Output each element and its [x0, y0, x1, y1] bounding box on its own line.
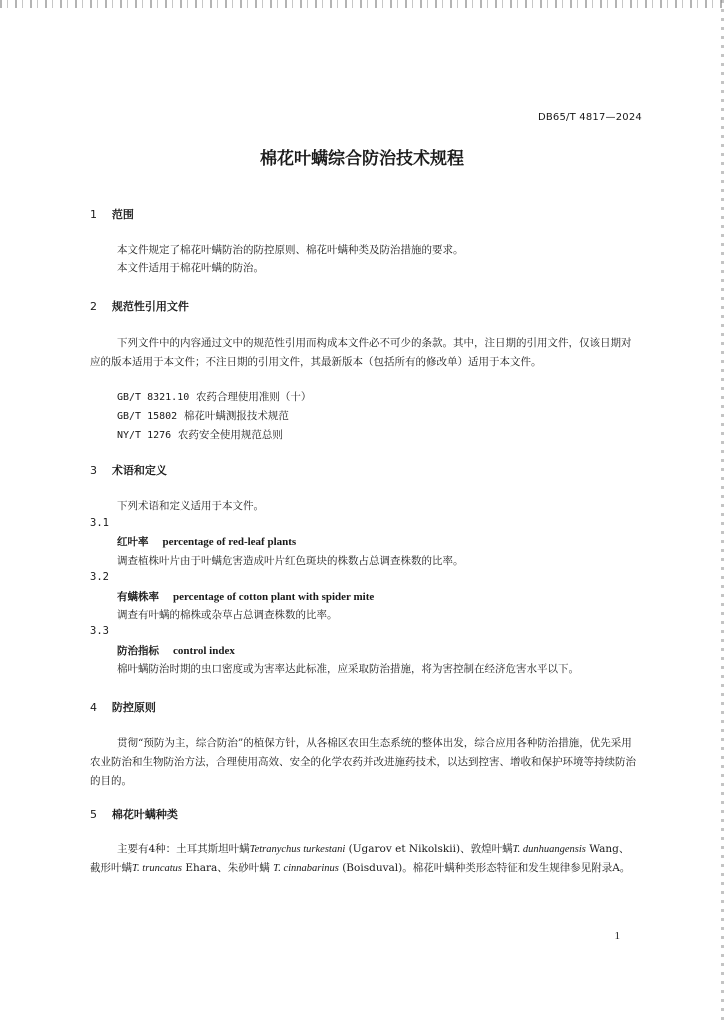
reference-item — [117, 389, 311, 404]
term-heading — [117, 534, 296, 549]
section-3-intro: 下列术语和定义适用于本文件。 — [117, 500, 264, 512]
term-definition: 调查有叶螨的棉株或杂草占总调查株数的比率。 — [117, 609, 338, 621]
term-definition: 调查植株叶片由于叶螨危害造成叶片红色斑块的株数占总调查株数的比率。 — [117, 555, 464, 567]
section-3-heading — [90, 462, 167, 478]
species-authority: Wang、截形叶螨 — [90, 843, 630, 874]
reference-item — [117, 427, 283, 442]
term-heading — [117, 589, 374, 604]
page-number: 1 — [614, 930, 620, 942]
term-zh: 防治指标 — [117, 645, 159, 657]
section-title: 防控原则 — [111, 701, 156, 714]
section-title: 规范性引用文件 — [111, 300, 189, 313]
species-name: Tetranychus turkestani — [249, 844, 346, 855]
reference-name: 农药安全使用规范总则 — [177, 429, 283, 441]
section-title: 棉花叶螨种类 — [111, 808, 178, 821]
section-2-heading — [90, 298, 189, 314]
term-en: percentage of red-leaf plants — [162, 536, 297, 548]
section-number: 4 — [90, 701, 97, 714]
species-lead: 主要有4种：土耳其斯坦叶螨 — [117, 843, 250, 855]
species-authority: (Ugarov et Nikolskii)、敦煌叶螨 — [345, 843, 513, 855]
section-5-heading — [90, 806, 178, 822]
reference-code: NY/T 1276 — [117, 430, 172, 441]
reference-name: 农药合理使用准则（十） — [195, 391, 312, 403]
section-5-paragraph — [90, 840, 638, 878]
section-4-heading — [90, 699, 156, 715]
species-authority: Ehara、朱砂叶螨 — [181, 862, 274, 874]
section-1-paragraph-1: 本文件规定了棉花叶螨防治的防控原则、棉花叶螨种类及防治措施的要求。 — [117, 244, 464, 256]
reference-code: GB/T 8321.10 — [117, 392, 190, 403]
scan-edge-top — [0, 0, 724, 8]
species-name: T. truncatus — [132, 863, 182, 874]
reference-name: 棉花叶螨测报技术规范 — [183, 410, 289, 422]
section-title: 范围 — [111, 208, 134, 221]
species-name: T. dunhuangensis — [512, 844, 586, 855]
section-2-intro: 下列文件中的内容通过文中的规范性引用而构成本文件必不可少的条款。其中，注日期的引用文件，仅该日期对应的版本适用于本文件；不注日期的引用文件，其最新版本（包括所有的修改单）适用于本文件。 — [90, 337, 632, 368]
term-number: 3.2 — [90, 571, 109, 583]
page-title: 棉花叶螨综合防治技术规程 — [260, 149, 464, 169]
reference-code: GB/T 15802 — [117, 411, 178, 422]
term-en: control index — [173, 645, 235, 657]
term-zh: 红叶率 — [117, 536, 149, 548]
species-name: T. cinnabarinus — [273, 863, 339, 874]
term-en: percentage of cotton plant with spider mite — [173, 591, 375, 603]
species-authority: (Boisduval)。棉花叶螨种类形态特征和发生规律参见附录A。 — [338, 862, 631, 874]
term-zh: 有螨株率 — [117, 591, 159, 603]
reference-item — [117, 408, 289, 423]
term-heading — [117, 643, 235, 658]
section-1-heading — [90, 206, 134, 222]
term-number: 3.1 — [90, 517, 109, 529]
section-number: 1 — [90, 208, 97, 221]
term-number: 3.3 — [90, 625, 109, 637]
document-code: DB65/T 4817—2024 — [537, 112, 642, 123]
section-1-paragraph-2: 本文件适用于棉花叶螨的防治。 — [117, 262, 264, 274]
term-definition: 棉叶螨防治时期的虫口密度或为害率达此标准，应采取防治措施，将为害控制在经济危害水平以下。 — [117, 663, 579, 675]
section-4-paragraph: 贯彻“预防为主，综合防治”的植保方针，从各棉区农田生态系统的整体出发，综合应用各种防治措施，优先采用农业防治和生物防治方法，合理使用高效、安全的化学农药并改进施药技术，以达到控害、增收和保护环境等持续防治的目的。 — [90, 737, 636, 787]
section-number: 3 — [90, 464, 97, 477]
section-number: 5 — [90, 808, 97, 821]
section-title: 术语和定义 — [111, 464, 167, 477]
section-number: 2 — [90, 300, 97, 313]
